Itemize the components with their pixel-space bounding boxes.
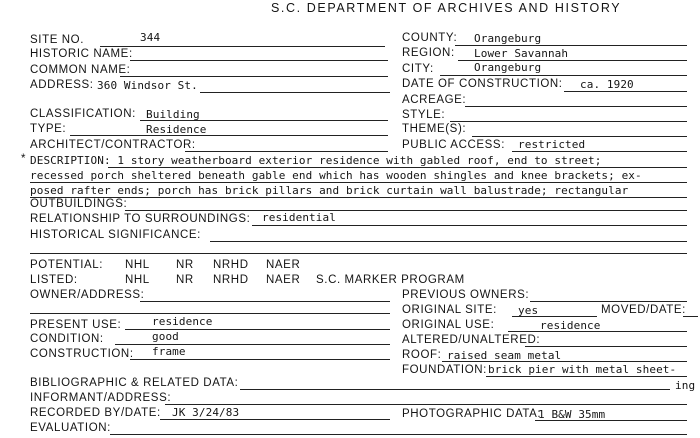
common-name-label: COMMON NAME: [30,64,131,76]
address-rule [200,92,390,93]
classification-value: Building [146,108,200,121]
description-line-1: DESCRIPTION: 1 story weatherboard exterior residence with gabled roof, end to street; [30,154,602,167]
common-name-rule [120,76,388,77]
recorded-by-value: JK 3/24/83 [172,406,240,419]
architect-label: ARCHITECT/CONTRACTOR: [30,139,196,151]
significance-rule-2 [30,253,687,254]
recorded-by-label: RECORDED BY/DATE: [30,407,161,419]
listed-label: LISTED: [30,274,78,286]
significance-rule-1 [210,241,687,242]
owner-rule-1 [140,301,390,302]
site-no-rule [100,46,385,47]
historic-name-label: HISTORIC NAME: [30,48,133,60]
outbuildings-rule [125,210,687,211]
site-no-value: 344 [140,31,161,44]
original-use-value: residence [540,319,601,332]
asterisk-mark: * [21,153,27,165]
acreage-label: ACREAGE: [402,94,467,106]
photographic-data-label: PHOTOGRAPHIC DATA: [402,408,542,420]
county-label: COUNTY: [402,32,458,44]
public-access-rule [512,151,687,152]
type-rule [70,135,388,136]
form-title: S.C. DEPARTMENT OF ARCHIVES AND HISTORY [271,1,622,15]
date-of-construction-label: DATE OF CONSTRUCTION: [402,78,563,90]
public-access-label: PUBLIC ACCESS: [402,139,505,151]
city-label: CITY: [402,63,434,75]
acreage-rule [465,106,687,107]
type-label: TYPE: [30,123,67,135]
construction-label: CONSTRUCTION: [30,348,134,360]
condition-label: CONDITION: [30,333,104,345]
previous-owners-rule [530,301,687,302]
public-access-value: restricted [518,138,586,151]
site-no-label: SITE NO. [30,34,85,46]
historical-significance-label: HISTORICAL SIGNIFICANCE: [30,229,201,241]
foundation-value-2: ing [675,379,696,392]
type-value: Residence [146,123,207,136]
outbuildings-label: OUTBUILDINGS: [30,198,128,210]
construction-value: frame [152,345,186,358]
sc-marker-program: S.C. MARKER PROGRAM [316,274,465,286]
altered-label: ALTERED/UNALTERED: [402,334,541,346]
present-use-label: PRESENT USE: [30,319,122,331]
roof-value: raised seam metal [447,349,562,362]
foundation-label: FOUNDATION: [402,364,487,376]
date-of-construction-value: ca. 1920 [580,78,634,91]
potential-nhl: NHL [125,259,150,271]
classification-rule [140,120,388,121]
present-use-value: residence [152,315,213,328]
condition-value: good [152,330,179,343]
region-label: REGION: [402,47,455,59]
description-rule-1 [108,167,687,168]
recorded-by-rule [160,419,390,420]
date-rule [564,91,687,92]
relationship-value: residential [262,211,336,224]
listed-nr: NR [176,274,194,286]
region-value: Lower Savannah [474,47,569,60]
relationship-label: RELATIONSHIP TO SURROUNDINGS: [30,213,251,225]
foundation-rule [486,376,687,377]
previous-owners-label: PREVIOUS OWNERS: [402,289,530,301]
original-site-label: ORIGINAL SITE: [402,304,497,316]
description-line-3: posed rafter ends; porch has brick pillars and brick curtain wall balustrade; rectangular [30,184,629,197]
county-value: Orangeburg [474,32,542,45]
informant-rule [165,404,687,405]
description-line-2: recessed porch sheltered beneath gable end which has wooden shingles and knee brackets; ex- [30,169,642,182]
listed-naer: NAER [266,274,301,286]
moved-date-rule [683,316,698,317]
county-rule [455,45,687,46]
original-use-rule [508,331,687,332]
potential-naer: NAER [266,259,301,271]
historic-name-rule [130,60,388,61]
foundation-value-1: brick pier with metal sheet- [488,363,677,376]
architect-rule [185,151,388,152]
address-value: 360 Windsor St. [97,79,198,92]
original-site-rule [512,316,597,317]
style-rule [450,121,687,122]
style-label: STYLE: [402,109,446,121]
themes-label: THEME(S): [402,123,467,135]
potential-nr: NR [176,259,194,271]
photographic-data-value: 1 B&W 35mm [538,408,606,421]
potential-nrhd: NRHD [213,259,249,271]
photographic-rule [535,420,687,421]
roof-label: ROOF: [402,349,442,361]
evaluation-rule [110,434,687,435]
original-site-value: yes [518,304,539,317]
description-rule-3 [30,197,687,198]
roof-rule [442,361,687,362]
original-use-label: ORIGINAL USE: [402,319,495,331]
owner-address-label: OWNER/ADDRESS: [30,289,145,301]
city-rule [440,75,687,76]
evaluation-label: EVALUATION: [30,422,111,434]
bibliographic-rule [240,389,670,390]
city-value: Orangeburg [474,61,542,74]
address-label: ADDRESS: [30,79,94,91]
moved-date-label: MOVED/DATE: [601,304,686,316]
construction-rule [130,359,390,360]
listed-nrhd: NRHD [213,274,249,286]
relationship-rule [252,225,687,226]
informant-label: INFORMANT/ADDRESS: [30,392,172,404]
bibliographic-label: BIBLIOGRAPHIC & RELATED DATA: [30,377,239,389]
owner-rule-2 [30,313,390,314]
potential-label: POTENTIAL: [30,259,104,271]
themes-rule [472,136,687,137]
description-rule-2 [30,182,687,183]
altered-rule [525,346,687,347]
listed-nhl: NHL [125,274,150,286]
classification-label: CLASSIFICATION: [30,108,136,120]
